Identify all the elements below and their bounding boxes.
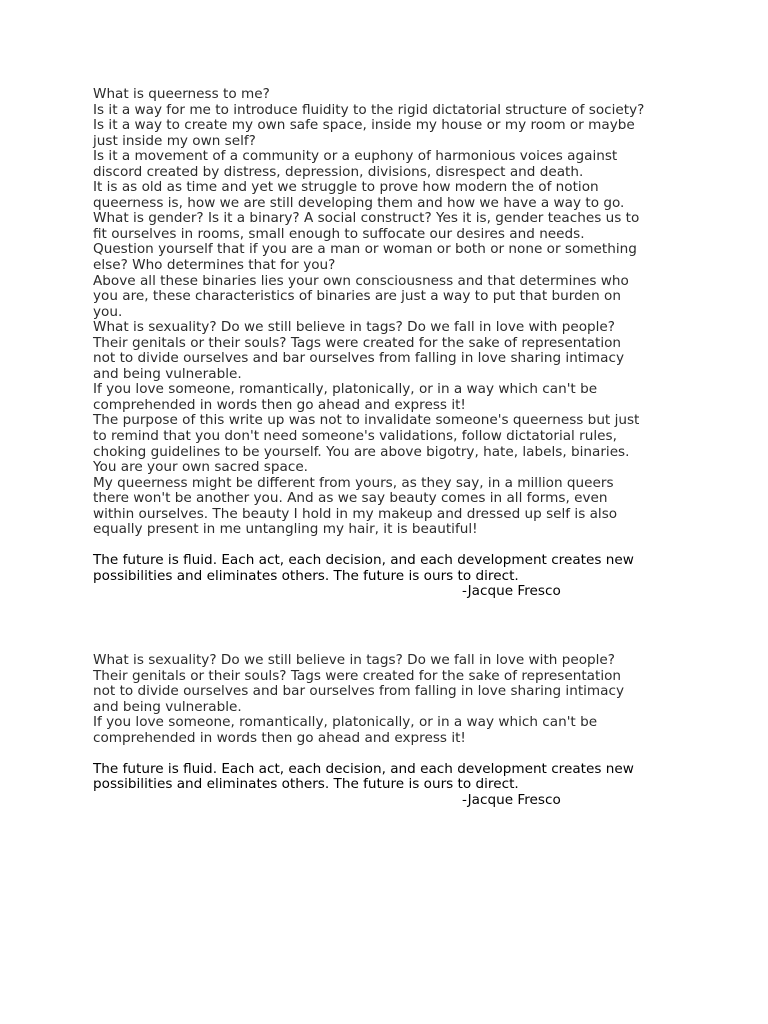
body-line: Their genitals or their souls? Tags were created for the sake of representation bbox=[93, 334, 622, 351]
body-line: What is queerness to me? bbox=[93, 86, 270, 102]
body-line: within ourselves. The beauty I hold in my makeup and dressed up self is also bbox=[93, 505, 618, 522]
quote-line: possibilities and eliminates others. The future is ours to direct. bbox=[93, 776, 519, 793]
body-line: What is sexuality? Do we still believe in tags? Do we fall in love with people? bbox=[93, 319, 615, 336]
body-line: What is gender? Is it a binary? A social construct? Yes it is, gender teaches us to bbox=[93, 210, 640, 227]
section-2-body bbox=[93, 653, 693, 746]
body-line: Question yourself that if you are a man or woman or both or none or something bbox=[93, 241, 637, 258]
body-line: Is it a way to create my own safe space, inside my house or my room or maybe bbox=[93, 117, 635, 134]
body-line: comprehended in words then go ahead and express it! bbox=[93, 396, 466, 413]
body-line: Is it a way for me to introduce fluidity to the rigid dictatorial structure of society? bbox=[93, 101, 645, 118]
document-page bbox=[93, 87, 693, 808]
body-line: If you love someone, romantically, platonically, or in a way which can't be bbox=[93, 714, 598, 731]
paragraph-spacer bbox=[93, 538, 693, 554]
quote-author: -Jacque Fresco bbox=[462, 583, 561, 600]
body-line: Is it a movement of a community or a euphony of harmonious voices against bbox=[93, 148, 618, 165]
section-2-quote bbox=[93, 762, 693, 809]
body-line: comprehended in words then go ahead and express it! bbox=[93, 729, 466, 746]
body-line: you. bbox=[93, 303, 123, 320]
section-spacer bbox=[93, 600, 693, 653]
quote-line: The future is fluid. Each act, each decision, and each development creates new bbox=[93, 760, 634, 777]
body-line: to remind that you don't need someone's validations, follow dictatorial rules, bbox=[93, 428, 617, 445]
paragraph-spacer bbox=[93, 746, 693, 762]
body-line: What is sexuality? Do we still believe in tags? Do we fall in love with people? bbox=[93, 652, 615, 668]
body-line: just inside my own self? bbox=[93, 132, 256, 149]
body-line: If you love someone, romantically, platonically, or in a way which can't be bbox=[93, 381, 598, 398]
section-1-body bbox=[93, 87, 693, 538]
body-line: not to divide ourselves and bar ourselves from falling in love sharing intimacy bbox=[93, 350, 625, 367]
section-1-quote bbox=[93, 553, 693, 600]
body-line: you are, these characteristics of binaries are just a way to put that burden on bbox=[93, 288, 621, 305]
quote-line: The future is fluid. Each act, each decision, and each development creates new bbox=[93, 552, 634, 569]
body-line: not to divide ourselves and bar ourselves from falling in love sharing intimacy bbox=[93, 683, 625, 700]
body-line: and being vulnerable. bbox=[93, 698, 242, 715]
body-line: It is as old as time and yet we struggle to prove how modern the of notion bbox=[93, 179, 599, 196]
body-line: equally present in me untangling my hair, it is beautiful! bbox=[93, 521, 478, 538]
quote-line: possibilities and eliminates others. The future is ours to direct. bbox=[93, 567, 519, 584]
body-line: You are your own sacred space. bbox=[93, 459, 309, 476]
body-line: discord created by distress, depression, divisions, disrespect and death. bbox=[93, 163, 584, 180]
body-line: there won't be another you. And as we say beauty comes in all forms, even bbox=[93, 490, 608, 507]
body-line: Above all these binaries lies your own consciousness and that determines who bbox=[93, 272, 629, 289]
body-line: else? Who determines that for you? bbox=[93, 257, 336, 274]
body-line: queerness is, how we are still developing them and how we have a way to go. bbox=[93, 194, 625, 211]
body-line: My queerness might be different from yours, as they say, in a million queers bbox=[93, 474, 614, 491]
body-line: The purpose of this write up was not to invalidate someone's queerness but just bbox=[93, 412, 640, 429]
body-line: and being vulnerable. bbox=[93, 365, 242, 382]
body-line: fit ourselves in rooms, small enough to suffocate our desires and needs. bbox=[93, 225, 585, 242]
quote-author: -Jacque Fresco bbox=[462, 791, 561, 808]
body-line: Their genitals or their souls? Tags were created for the sake of representation bbox=[93, 667, 622, 684]
body-line: choking guidelines to be yourself. You are above bigotry, hate, labels, binaries. bbox=[93, 443, 630, 460]
